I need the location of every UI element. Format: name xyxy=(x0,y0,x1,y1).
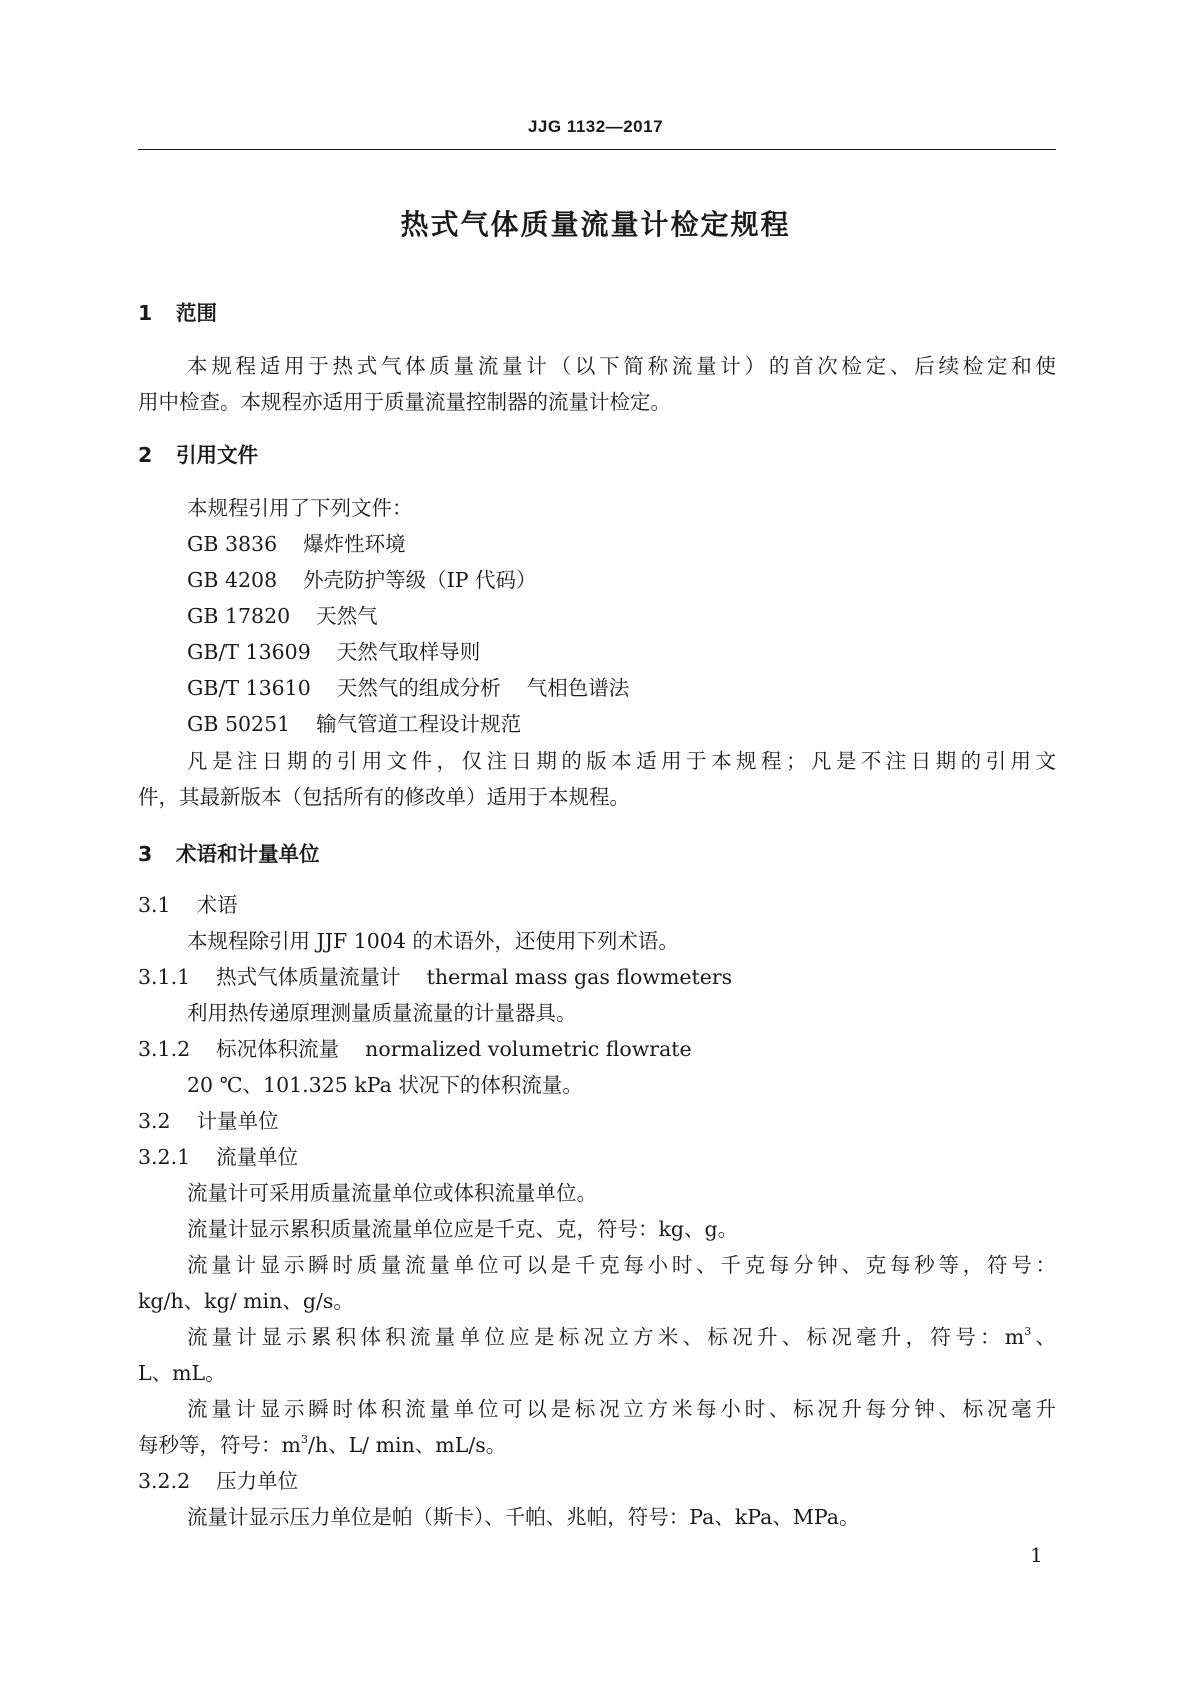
reference-code: GB 17820 xyxy=(187,604,291,628)
superscript: 3 xyxy=(300,1433,308,1446)
paragraph-line: L、mL。 xyxy=(138,1361,226,1385)
term-chinese: 标况体积流量 xyxy=(216,1037,340,1061)
reference-item xyxy=(187,529,406,559)
paragraph-line: 件，其最新版本（包括所有的修改单）适用于本规程。 xyxy=(138,785,630,809)
subsection-title: 流量单位 xyxy=(216,1145,299,1169)
paragraph-line: 流量计显示瞬时质量流量单位可以是千克每小时、千克每分钟、克每秒等，符号： xyxy=(187,1253,1056,1277)
reference-name: 外壳防护等级（IP 代码） xyxy=(303,568,537,592)
reference-code: GB 4208 xyxy=(187,568,278,592)
reference-code: GB/T 13609 xyxy=(187,640,311,664)
subsection-number: 3.2.2 xyxy=(138,1469,191,1493)
text-run: /h、L/ min、mL/s。 xyxy=(307,1433,507,1457)
reference-item xyxy=(187,601,378,631)
subsection-3-1 xyxy=(138,890,238,920)
document-title: 热式气体质量流量计检定规程 xyxy=(400,208,791,241)
reference-name-part: 气相色谱法 xyxy=(526,676,630,700)
reference-name: 天然气 xyxy=(316,604,378,628)
subsection-number: 3.1 xyxy=(138,893,171,917)
reference-name: 输气管道工程设计规范 xyxy=(316,712,522,736)
references-intro: 本规程引用了下列文件： xyxy=(187,496,413,520)
subsection-3-2-2 xyxy=(138,1466,298,1496)
paragraph-line: 凡是注日期的引用文件，仅注日期的版本适用于本规程；凡是不注日期的引用文 xyxy=(187,749,1056,773)
reference-name: 爆炸性环境 xyxy=(303,532,406,556)
text-run: 流量计显示累积体积流量单位应是标况立方米、标况升、标况毫升，符号：m xyxy=(187,1325,1025,1349)
paragraph-line xyxy=(187,1322,1056,1352)
term-chinese: 热式气体质量流量计 xyxy=(216,965,401,989)
paragraph-line: 本规程除引用 JJF 1004 的术语外，还使用下列术语。 xyxy=(187,929,679,953)
page-number: 1 xyxy=(1030,1543,1043,1567)
reference-item xyxy=(187,673,629,703)
subsection-number: 3.2 xyxy=(138,1109,171,1133)
subsection-title: 计量单位 xyxy=(196,1109,279,1133)
section-number: 2 xyxy=(138,443,153,467)
reference-code: GB 50251 xyxy=(187,712,291,736)
section-title: 术语和计量单位 xyxy=(176,842,320,866)
paragraph-line: 用中检查。本规程亦适用于质量流量控制器的流量计检定。 xyxy=(138,390,671,414)
reference-item xyxy=(187,565,537,595)
paragraph-line: kg/h、kg/ min、g/s。 xyxy=(138,1289,354,1313)
section-title: 范围 xyxy=(176,301,217,325)
reference-code: GB/T 13610 xyxy=(187,676,311,700)
section-2-heading xyxy=(138,440,258,470)
reference-item xyxy=(187,637,480,667)
header-rule xyxy=(138,149,1056,150)
paragraph-line: 流量计显示累积质量流量单位应是千克、克，符号：kg、g。 xyxy=(187,1217,739,1241)
subsection-number: 3.2.1 xyxy=(138,1145,191,1169)
paragraph-line: 本规程适用于热式气体质量流量计（以下简称流量计）的首次检定、后续检定和使 xyxy=(187,354,1056,378)
text-run: 、 xyxy=(1031,1325,1056,1349)
reference-code: GB 3836 xyxy=(187,532,278,556)
term-definition: 20 ℃、101.325 kPa 状况下的体积流量。 xyxy=(187,1073,583,1097)
reference-name: 天然气取样导则 xyxy=(336,640,481,664)
term-english: normalized volumetric flowrate xyxy=(365,1037,692,1061)
subsection-title: 压力单位 xyxy=(216,1469,299,1493)
term-3-1-2 xyxy=(138,1034,692,1064)
section-number: 3 xyxy=(138,842,153,866)
term-number: 3.1.1 xyxy=(138,965,191,989)
section-3-heading xyxy=(138,839,320,869)
reference-item xyxy=(187,709,521,739)
paragraph-line: 流量计显示压力单位是帕（斯卡）、千帕、兆帕，符号：Pa、kPa、MPa。 xyxy=(187,1505,860,1529)
subsection-3-2 xyxy=(138,1106,279,1136)
document-code: JJG 1132—2017 xyxy=(527,117,664,136)
term-number: 3.1.2 xyxy=(138,1037,191,1061)
term-3-1-1 xyxy=(138,962,732,992)
reference-name: 天然气的组成分析 xyxy=(336,676,501,700)
section-number: 1 xyxy=(138,301,153,325)
paragraph-line xyxy=(138,1430,506,1460)
subsection-3-2-1 xyxy=(138,1142,298,1172)
superscript: 3 xyxy=(1024,1325,1032,1338)
section-1-heading xyxy=(138,298,217,328)
paragraph-line: 流量计显示瞬时体积流量单位可以是标况立方米每小时、标况升每分钟、标况毫升 xyxy=(187,1397,1056,1421)
subsection-title: 术语 xyxy=(196,893,238,917)
term-english: thermal mass gas flowmeters xyxy=(426,965,733,989)
term-definition: 利用热传递原理测量质量流量的计量器具。 xyxy=(187,1001,577,1025)
text-run: 每秒等，符号：m xyxy=(138,1433,301,1457)
section-title: 引用文件 xyxy=(176,443,258,467)
paragraph-line: 流量计可采用质量流量单位或体积流量单位。 xyxy=(187,1181,597,1205)
